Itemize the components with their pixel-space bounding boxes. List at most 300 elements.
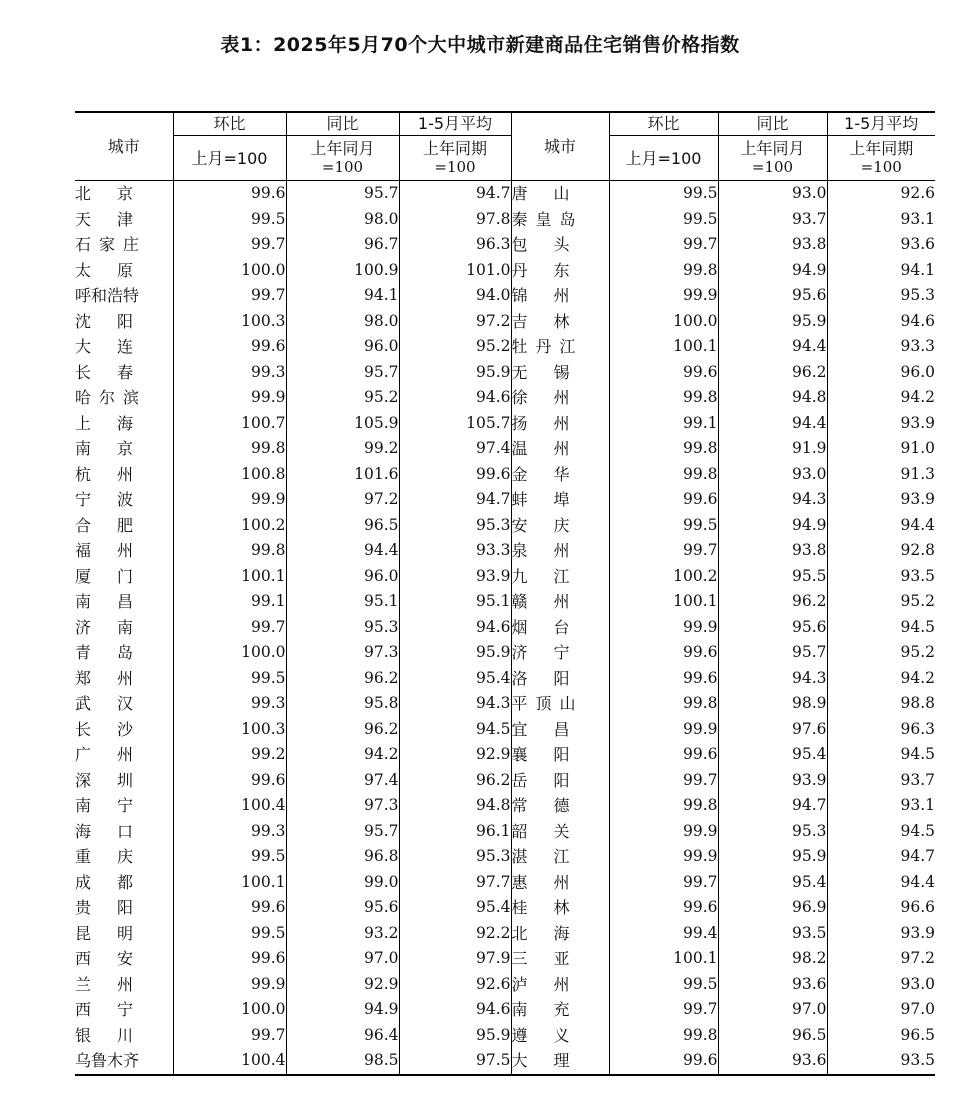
avg-value: 95.9: [399, 640, 511, 666]
city-name: 贵 阳: [75, 895, 173, 921]
city-name: 包 头: [511, 232, 609, 258]
avg-value: 92.8: [900, 541, 935, 559]
avg-value: 92.6: [900, 184, 935, 202]
city-name: 宁 波: [75, 487, 173, 513]
city-name: 南 充: [511, 997, 609, 1023]
avg-value: 97.9: [399, 946, 511, 972]
yoy-value: 93.0: [718, 181, 827, 207]
table-row: [75, 411, 935, 437]
avg-value: 96.6: [900, 898, 935, 916]
yoy-value: 94.2: [286, 742, 399, 768]
mom-base-header: 上月=100: [609, 136, 718, 181]
yoy-value: 95.7: [286, 360, 399, 386]
mom-base-header: 上月=100: [173, 136, 286, 181]
avg-value: 97.0: [900, 1000, 935, 1018]
city-name: 杭 州: [75, 462, 173, 488]
city-name: 广 州: [75, 742, 173, 768]
mom-value: 99.6: [609, 666, 718, 692]
yoy-header: 同比: [718, 112, 827, 136]
avg-value: 99.6: [399, 462, 511, 488]
avg-value: 95.2: [399, 334, 511, 360]
city-name: 唐 山: [511, 181, 609, 207]
city-name: 秦 皇 岛: [511, 207, 609, 233]
yoy-value: 92.9: [286, 972, 399, 998]
yoy-value: 96.0: [286, 564, 399, 590]
yoy-value: 94.7: [718, 793, 827, 819]
city-name: 安 庆: [511, 513, 609, 539]
yoy-base-header: 上年同月 =100: [718, 136, 827, 181]
city-name: 三 亚: [511, 946, 609, 972]
yoy-value: 94.1: [286, 283, 399, 309]
yoy-value: 93.7: [718, 207, 827, 233]
city-name: 泸 州: [511, 972, 609, 998]
yoy-value: 101.6: [286, 462, 399, 488]
yoy-value: 93.0: [718, 462, 827, 488]
mom-value: 100.1: [609, 334, 718, 360]
yoy-base-header: 上年同月 =100: [286, 136, 399, 181]
city-name: 遵 义: [511, 1023, 609, 1049]
mom-value: 99.8: [609, 793, 718, 819]
mom-value: 99.1: [609, 411, 718, 437]
mom-value: 100.2: [609, 564, 718, 590]
mom-value: 100.1: [173, 564, 286, 590]
city-name: 太 原: [75, 258, 173, 284]
mom-value: 99.5: [173, 921, 286, 947]
yoy-value: 96.2: [718, 589, 827, 615]
avg-value: 94.7: [399, 181, 511, 207]
avg-value: 97.2: [900, 949, 935, 967]
yoy-value: 98.0: [286, 207, 399, 233]
table-row: [75, 717, 935, 743]
yoy-value: 97.3: [286, 640, 399, 666]
avg-value: 93.0: [900, 974, 935, 993]
price-index-table: [75, 111, 935, 1076]
avg-value: 94.5: [399, 717, 511, 743]
city-name: 蚌 埠: [511, 487, 609, 513]
table-row: [75, 334, 935, 360]
yoy-value: 97.0: [286, 946, 399, 972]
yoy-value: 96.2: [286, 666, 399, 692]
avg-value: 96.0: [900, 362, 935, 381]
city-name: 徐 州: [511, 385, 609, 411]
table-row: [75, 207, 935, 233]
city-name: 厦 门: [75, 564, 173, 590]
mom-value: 100.0: [173, 640, 286, 666]
yoy-value: 95.9: [718, 309, 827, 335]
avg-value: 96.3: [900, 719, 935, 738]
mom-value: 99.9: [609, 819, 718, 845]
mom-value: 99.6: [609, 360, 718, 386]
yoy-value: 95.1: [286, 589, 399, 615]
avg-value: 94.5: [900, 617, 935, 636]
avg-value: 101.0: [399, 258, 511, 284]
mom-value: 100.2: [173, 513, 286, 539]
avg-value: 96.2: [399, 768, 511, 794]
city-name: 济 南: [75, 615, 173, 641]
city-name: 锦 州: [511, 283, 609, 309]
mom-value: 100.1: [609, 946, 718, 972]
table-row: [75, 972, 935, 998]
yoy-value: 97.3: [286, 793, 399, 819]
city-name: 吉 林: [511, 309, 609, 335]
yoy-value: 93.5: [718, 921, 827, 947]
mom-value: 99.9: [609, 615, 718, 641]
avg-value: 95.2: [900, 592, 935, 610]
mom-value: 99.5: [173, 666, 286, 692]
city-name: 西 安: [75, 946, 173, 972]
city-name: 平 顶 山: [511, 691, 609, 717]
table-row: [75, 615, 935, 641]
mom-value: 99.8: [609, 258, 718, 284]
table-row: [75, 946, 935, 972]
mom-value: 99.3: [173, 819, 286, 845]
city-name: 济 宁: [511, 640, 609, 666]
city-name: 温 州: [511, 436, 609, 462]
avg-base-header: 上年同期 =100: [827, 136, 935, 181]
avg-value: 97.5: [399, 1048, 511, 1075]
yoy-value: 98.5: [286, 1048, 399, 1075]
yoy-value: 96.0: [286, 334, 399, 360]
yoy-value: 98.0: [286, 309, 399, 335]
mom-value: 100.7: [173, 411, 286, 437]
yoy-value: 95.5: [718, 564, 827, 590]
city-name: 乌鲁木齐: [75, 1048, 173, 1075]
yoy-value: 94.4: [718, 334, 827, 360]
city-name: 长 春: [75, 360, 173, 386]
city-name: 牡 丹 江: [511, 334, 609, 360]
city-name: 南 宁: [75, 793, 173, 819]
mom-value: 100.0: [173, 258, 286, 284]
city-name: 海 口: [75, 819, 173, 845]
avg-value: 105.7: [399, 411, 511, 437]
table-row: [75, 768, 935, 794]
mom-value: 100.0: [173, 997, 286, 1023]
mom-value: 99.7: [609, 768, 718, 794]
yoy-value: 97.4: [286, 768, 399, 794]
mom-value: 99.9: [173, 385, 286, 411]
city-name: 银 川: [75, 1023, 173, 1049]
table-row: [75, 513, 935, 539]
table-row: [75, 1048, 935, 1075]
avg-value: 97.7: [399, 870, 511, 896]
yoy-value: 105.9: [286, 411, 399, 437]
mom-value: 100.3: [173, 717, 286, 743]
table-row: [75, 283, 935, 309]
city-name: 南 京: [75, 436, 173, 462]
city-name: 襄 阳: [511, 742, 609, 768]
yoy-value: 94.3: [718, 487, 827, 513]
mom-value: 99.9: [609, 844, 718, 870]
mom-value: 99.8: [173, 436, 286, 462]
mom-value: 99.2: [173, 742, 286, 768]
mom-value: 100.1: [609, 589, 718, 615]
table-row: [75, 844, 935, 870]
table-row: [75, 436, 935, 462]
avg-value: 94.4: [900, 872, 935, 891]
mom-value: 100.1: [173, 870, 286, 896]
city-header: 城市: [75, 112, 173, 181]
avg-value: 95.9: [399, 360, 511, 386]
avg-value: 94.4: [900, 515, 935, 534]
table-row: [75, 309, 935, 335]
avg-value: 95.3: [399, 844, 511, 870]
city-name: 九 江: [511, 564, 609, 590]
avg-value: 94.7: [900, 847, 935, 865]
avg-value: 97.4: [399, 436, 511, 462]
mom-value: 99.7: [609, 538, 718, 564]
city-name: 天 津: [75, 207, 173, 233]
mom-value: 99.7: [609, 870, 718, 896]
mom-value: 99.5: [609, 972, 718, 998]
yoy-value: 95.2: [286, 385, 399, 411]
avg-value: 93.9: [900, 923, 935, 942]
mom-value: 99.7: [609, 232, 718, 258]
yoy-value: 94.9: [718, 258, 827, 284]
yoy-value: 95.6: [718, 615, 827, 641]
yoy-value: 95.8: [286, 691, 399, 717]
mom-value: 99.7: [173, 232, 286, 258]
mom-value: 99.8: [609, 436, 718, 462]
mom-value: 99.8: [609, 691, 718, 717]
table-row: [75, 258, 935, 284]
table-row: [75, 1023, 935, 1049]
city-name: 兰 州: [75, 972, 173, 998]
yoy-value: 99.0: [286, 870, 399, 896]
city-name: 沈 阳: [75, 309, 173, 335]
mom-value: 99.1: [173, 589, 286, 615]
table-title: 表1：2025年5月70个大中城市新建商品住宅销售价格指数: [220, 34, 740, 56]
avg-value: 94.2: [900, 668, 935, 687]
table-row: [75, 793, 935, 819]
city-name: 北 海: [511, 921, 609, 947]
yoy-value: 97.2: [286, 487, 399, 513]
avg-value: 94.5: [900, 745, 935, 763]
yoy-value: 95.4: [718, 870, 827, 896]
yoy-value: 96.7: [286, 232, 399, 258]
table-row: [75, 360, 935, 386]
avg-value: 95.4: [399, 895, 511, 921]
yoy-value: 93.9: [718, 768, 827, 794]
avg-value: 98.8: [900, 694, 935, 712]
city-name: 西 宁: [75, 997, 173, 1023]
mom-value: 99.6: [173, 334, 286, 360]
avg-value: 97.8: [399, 207, 511, 233]
city-name: 成 都: [75, 870, 173, 896]
mom-value: 99.5: [609, 207, 718, 233]
city-name: 石 家 庄: [75, 232, 173, 258]
mom-header: 环比: [609, 112, 718, 136]
yoy-value: 95.7: [286, 819, 399, 845]
city-name: 重 庆: [75, 844, 173, 870]
avg-value: 97.2: [399, 309, 511, 335]
city-name: 湛 江: [511, 844, 609, 870]
city-name: 惠 州: [511, 870, 609, 896]
mom-value: 99.6: [173, 768, 286, 794]
table-row: [75, 921, 935, 947]
city-name: 丹 东: [511, 258, 609, 284]
yoy-value: 91.9: [718, 436, 827, 462]
yoy-value: 95.3: [718, 819, 827, 845]
avg-value: 94.6: [399, 385, 511, 411]
avg-value: 96.3: [399, 232, 511, 258]
mom-value: 99.7: [173, 615, 286, 641]
mom-value: 99.9: [173, 972, 286, 998]
avg-value: 95.3: [900, 286, 935, 304]
mom-value: 99.6: [609, 640, 718, 666]
mom-value: 99.6: [173, 946, 286, 972]
avg-value: 93.3: [399, 538, 511, 564]
avg-value: 93.1: [900, 796, 935, 814]
city-name: 呼和浩特: [75, 283, 173, 309]
yoy-value: 93.2: [286, 921, 399, 947]
yoy-value: 96.5: [718, 1023, 827, 1049]
table-row: [75, 666, 935, 692]
avg-value: 93.5: [900, 566, 935, 585]
table-row: [75, 895, 935, 921]
avg-value: 96.5: [900, 1025, 935, 1044]
yoy-value: 94.9: [718, 513, 827, 539]
mom-value: 99.9: [173, 487, 286, 513]
avg-value: 94.6: [900, 311, 935, 330]
city-header: 城市: [511, 112, 609, 181]
avg-value: 92.6: [399, 972, 511, 998]
mom-value: 100.4: [173, 1048, 286, 1075]
yoy-value: 94.8: [718, 385, 827, 411]
avg-value: 91.3: [900, 464, 935, 483]
mom-value: 99.8: [609, 385, 718, 411]
avg-value: 94.6: [399, 997, 511, 1023]
table-row: [75, 819, 935, 845]
city-name: 昆 明: [75, 921, 173, 947]
mom-value: 99.7: [609, 997, 718, 1023]
table-row: [75, 742, 935, 768]
mom-value: 99.5: [609, 513, 718, 539]
avg-header: 1-5月平均: [827, 112, 935, 136]
avg-header: 1-5月平均: [399, 112, 511, 136]
mom-value: 99.6: [609, 487, 718, 513]
table-row: [75, 385, 935, 411]
yoy-value: 95.7: [286, 181, 399, 207]
city-name: 扬 州: [511, 411, 609, 437]
yoy-value: 98.9: [718, 691, 827, 717]
mom-value: 100.4: [173, 793, 286, 819]
yoy-value: 95.6: [718, 283, 827, 309]
table-body: [75, 181, 935, 1075]
mom-value: 99.5: [609, 181, 718, 207]
avg-value: 94.5: [900, 821, 935, 840]
city-name: 上 海: [75, 411, 173, 437]
yoy-value: 94.3: [718, 666, 827, 692]
avg-value: 94.2: [900, 388, 935, 406]
yoy-value: 95.9: [718, 844, 827, 870]
yoy-value: 96.9: [718, 895, 827, 921]
avg-value: 92.9: [399, 742, 511, 768]
mom-value: 99.7: [173, 283, 286, 309]
mom-value: 99.5: [173, 844, 286, 870]
avg-value: 94.3: [399, 691, 511, 717]
city-name: 岳 阳: [511, 768, 609, 794]
avg-value: 95.1: [399, 589, 511, 615]
yoy-value: 99.2: [286, 436, 399, 462]
mom-value: 99.5: [173, 207, 286, 233]
avg-value: 95.4: [399, 666, 511, 692]
mom-value: 99.6: [609, 895, 718, 921]
city-name: 武 汉: [75, 691, 173, 717]
yoy-value: 97.0: [718, 997, 827, 1023]
yoy-value: 95.3: [286, 615, 399, 641]
avg-value: 93.3: [900, 337, 935, 355]
mom-value: 99.6: [609, 742, 718, 768]
mom-value: 99.3: [173, 360, 286, 386]
avg-value: 94.0: [399, 283, 511, 309]
mom-value: 99.6: [609, 1048, 718, 1075]
yoy-value: 97.6: [718, 717, 827, 743]
avg-value: 92.2: [399, 921, 511, 947]
yoy-value: 93.8: [718, 538, 827, 564]
yoy-value: 93.8: [718, 232, 827, 258]
city-name: 常 德: [511, 793, 609, 819]
yoy-value: 96.8: [286, 844, 399, 870]
yoy-value: 94.9: [286, 997, 399, 1023]
avg-value: 93.9: [900, 490, 935, 508]
avg-value: 96.1: [399, 819, 511, 845]
yoy-value: 93.6: [718, 1048, 827, 1075]
city-name: 韶 关: [511, 819, 609, 845]
city-name: 金 华: [511, 462, 609, 488]
avg-value: 94.6: [399, 615, 511, 641]
table-row: [75, 870, 935, 896]
mom-value: 99.8: [173, 538, 286, 564]
table-row: [75, 181, 935, 207]
table-row: [75, 538, 935, 564]
avg-value: 93.1: [900, 209, 935, 228]
avg-value: 95.9: [399, 1023, 511, 1049]
avg-value: 95.2: [900, 643, 935, 661]
mom-value: 100.0: [609, 309, 718, 335]
table-row: [75, 640, 935, 666]
city-name: 合 肥: [75, 513, 173, 539]
mom-header: 环比: [173, 112, 286, 136]
yoy-value: 96.2: [718, 360, 827, 386]
city-name: 长 沙: [75, 717, 173, 743]
city-name: 深 圳: [75, 768, 173, 794]
mom-value: 99.9: [609, 717, 718, 743]
city-name: 宜 昌: [511, 717, 609, 743]
table-row: [75, 564, 935, 590]
city-name: 大 理: [511, 1048, 609, 1075]
avg-value: 93.6: [900, 235, 935, 253]
city-name: 赣 州: [511, 589, 609, 615]
yoy-value: 96.4: [286, 1023, 399, 1049]
avg-value: 91.0: [900, 439, 935, 457]
table-row: [75, 232, 935, 258]
mom-value: 99.8: [609, 1023, 718, 1049]
city-name: 哈 尔 滨: [75, 385, 173, 411]
yoy-value: 96.5: [286, 513, 399, 539]
avg-value: 94.7: [399, 487, 511, 513]
city-name: 无 锡: [511, 360, 609, 386]
avg-value: 93.5: [827, 1048, 935, 1075]
city-name: 洛 阳: [511, 666, 609, 692]
table-row: [75, 462, 935, 488]
avg-value: 94.1: [900, 260, 935, 279]
mom-value: 100.3: [173, 309, 286, 335]
avg-value: 95.3: [399, 513, 511, 539]
city-name: 烟 台: [511, 615, 609, 641]
mom-value: 99.6: [173, 181, 286, 207]
yoy-value: 93.6: [718, 972, 827, 998]
avg-base-header: 上年同期 =100: [399, 136, 511, 181]
